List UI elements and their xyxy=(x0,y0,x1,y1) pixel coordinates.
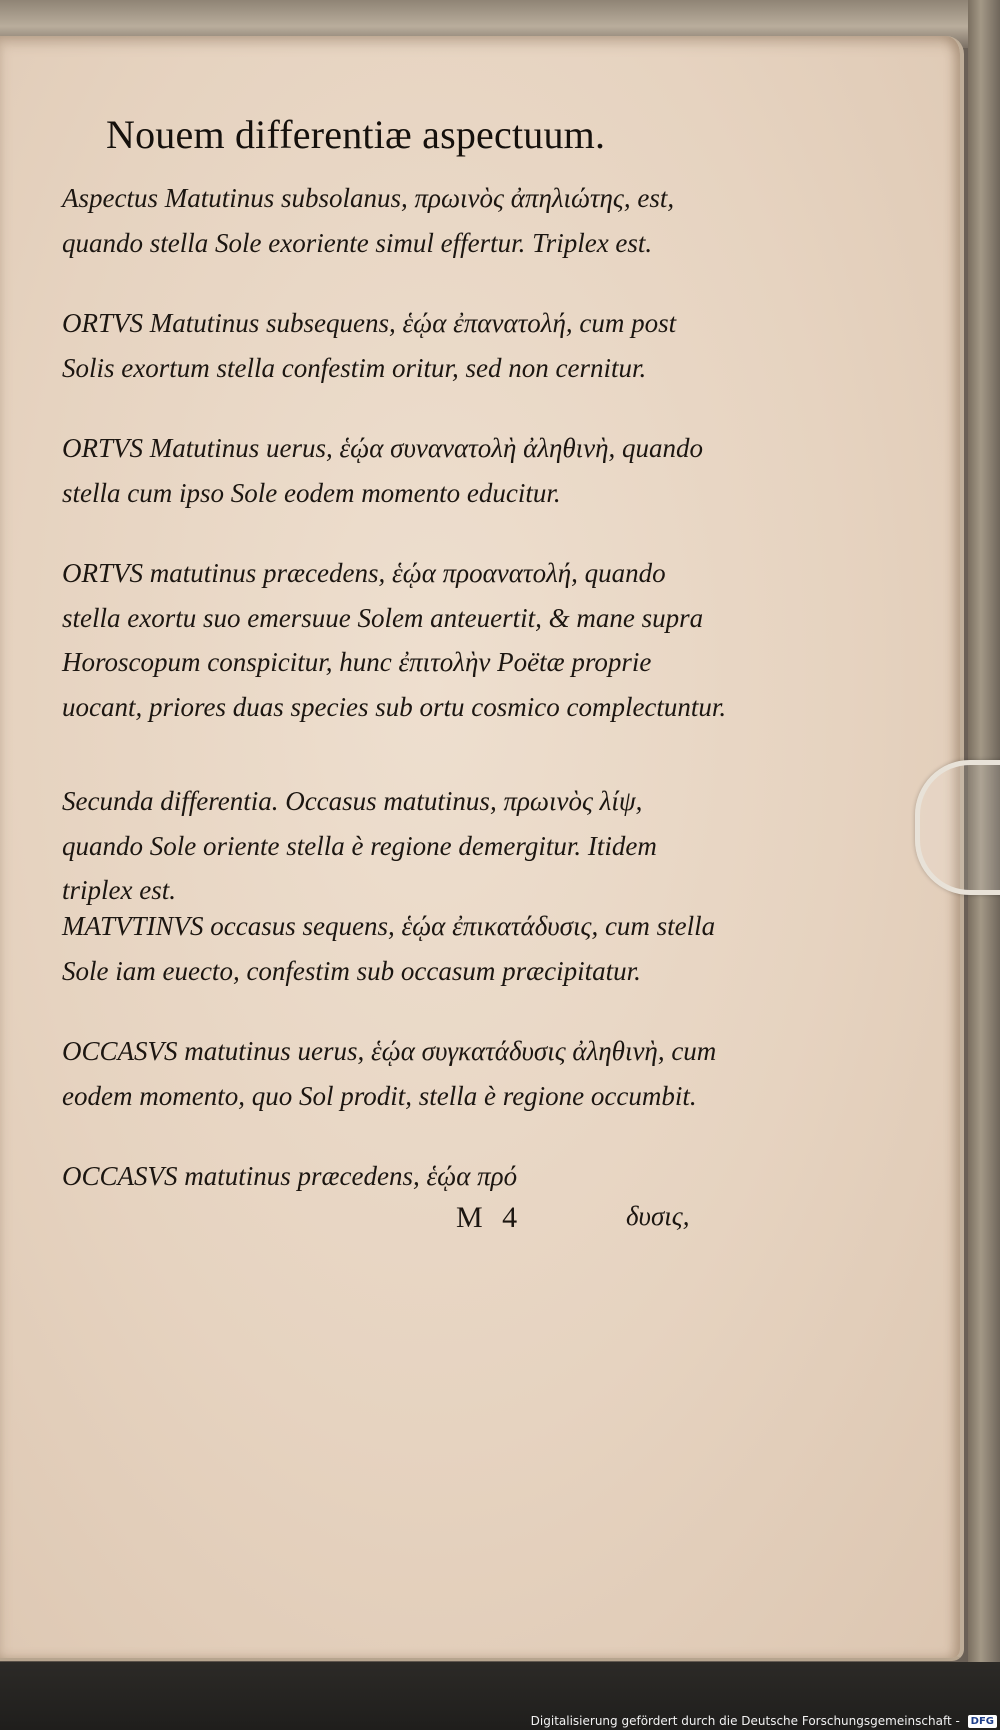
paragraph-aspectus: Aspectus Matutinus subsolanus, πρωινὸς ἀπηλιώτης, est, quando stella Sole exoriente simul effertur. Triplex est. xyxy=(62,183,675,258)
paragraph-occasus-praecedens: OCCASVS matutinus præcedens, ἑῴα πρό xyxy=(62,1161,518,1191)
paragraph-ortus-praecedens: ORTVS matutinus præcedens, ἑῴα προανατολή, quando stella exortu suo emersuue Solem anteuertit, & mane supra Horoscopum conspicitur, hunc ἐπιτολὴν Poëtæ proprie uocant, priores duas species sub ortu cosmico complectuntur. xyxy=(62,558,727,722)
paragraph-ortus-uerus: ORTVS Matutinus uerus, ἑῴα συνανατολὴ ἀληθινὴ, quando stella cum ipso Sole eodem momento educitur. xyxy=(62,433,704,508)
page-clip xyxy=(915,760,1000,895)
digitization-footer xyxy=(0,1712,997,1730)
signature-mark: M 4 xyxy=(456,1201,524,1234)
dfg-logo: DFG xyxy=(968,1715,997,1728)
paragraph-ortus-subsequens: ORTVS Matutinus subsequens, ἑῴα ἐπανατολή, cum post Solis exortum stella confestim oritur, sed non cernitur. xyxy=(62,308,677,383)
catchword: δυσις, xyxy=(626,1201,690,1231)
paragraph-occasus-uerus: OCCASVS matutinus uerus, ἑῴα συγκατάδυσις ἀληθινὴ, cum eodem momento, quo Sol prodit, stella è regione occumbit. xyxy=(62,1036,717,1111)
footer-credit: Digitalisierung gefördert durch die Deutsche Forschungsgemeinschaft - xyxy=(530,1714,960,1728)
paragraph-occasus-sequens: MATVTINVS occasus sequens, ἑῴα ἐπικατάδυσις, cum stella Sole iam euecto, confestim sub occasum præcipitatur. xyxy=(62,911,716,986)
page-heading: Nouem differentiæ aspectuum. xyxy=(106,112,606,157)
paragraph-secunda-differentia: Secunda differentia. Occasus matutinus, πρωινὸς λίψ, quando Sole oriente stella è regione demergitur. Itidem triplex est. xyxy=(62,786,657,905)
